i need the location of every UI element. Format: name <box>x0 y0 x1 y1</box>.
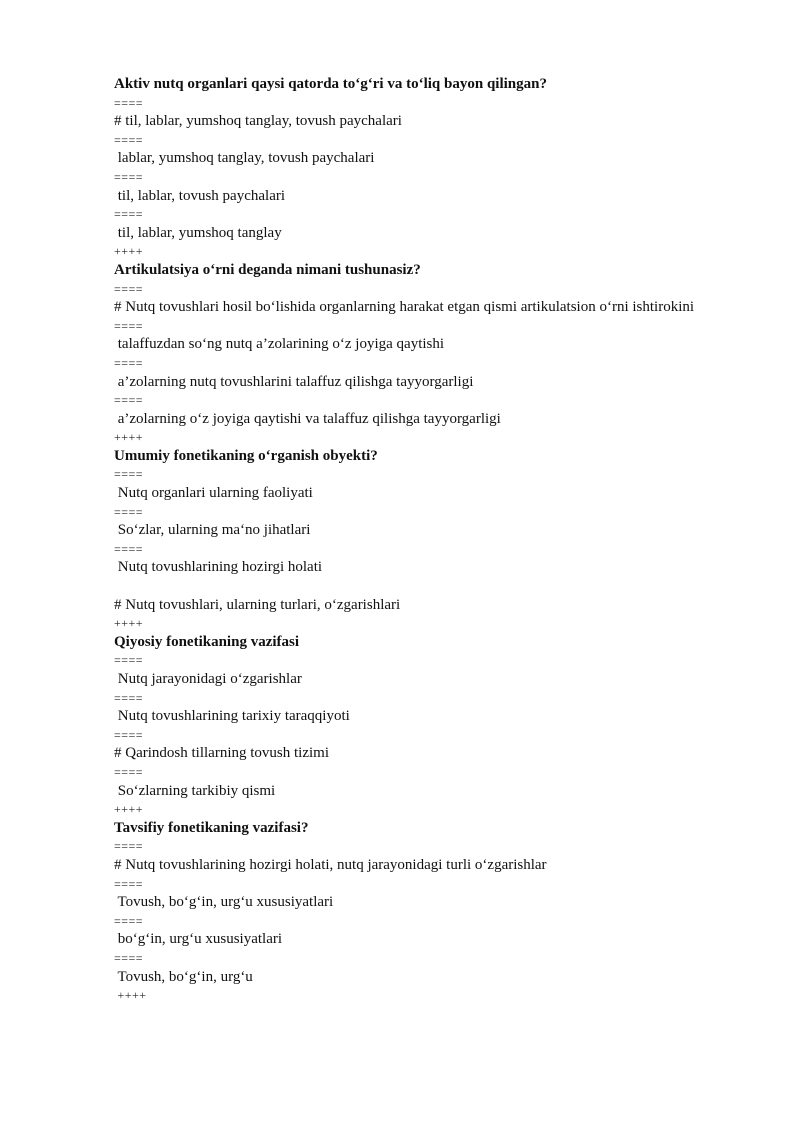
separator: ==== <box>114 132 144 147</box>
separator: ==== <box>114 207 144 222</box>
answer-option: Tovush, bo‘g‘in, urg‘u <box>114 968 253 985</box>
question-block <box>114 633 754 819</box>
answer-option: So‘zlarning tarkibiy qismi <box>114 782 276 799</box>
question-text: Artikulatsiya o‘rni deganda nimani tushunasiz? <box>114 261 421 278</box>
answer-option: # Nutq tovushlari hosil bo‘lishida organlarning harakat etgan qismi artikulatsion o‘rni ishtirokini <box>114 299 695 316</box>
answer-option: til, lablar, yumshoq tanglay <box>114 224 282 241</box>
question-text: Umumiy fonetikaning o‘rganish obyekti? <box>114 447 378 464</box>
separator: ==== <box>114 764 144 779</box>
block-end-marker: ++++ <box>114 988 147 1003</box>
question-text: Qiyosiy fonetikaning vazifasi <box>114 633 300 650</box>
question-block <box>114 75 754 261</box>
block-end-marker: ++++ <box>114 802 144 817</box>
separator: ==== <box>114 727 144 742</box>
answer-option: lablar, yumshoq tanglay, tovush paychalari <box>114 150 375 167</box>
separator: ==== <box>114 653 144 668</box>
answer-option: Nutq tovushlarining tarixiy taraqqiyoti <box>114 708 350 725</box>
separator: ==== <box>114 95 144 110</box>
separator: ==== <box>114 355 144 370</box>
answer-option: Nutq organlari ularning faoliyati <box>114 485 313 502</box>
separator: ==== <box>114 467 144 482</box>
separator: ==== <box>114 281 144 296</box>
answer-option: # Nutq tovushlari, ularning turlari, o‘zgarishlari <box>114 596 401 613</box>
separator: ==== <box>114 541 144 556</box>
separator: ==== <box>114 876 144 891</box>
question-text: Aktiv nutq organlari qaysi qatorda to‘g‘ri va to‘liq bayon qilingan? <box>114 76 547 92</box>
answer-option: a’zolarning o‘z joyiga qaytishi va talaffuz qilishga tayyorgarligi <box>114 410 501 427</box>
answer-option: # Nutq tovushlarining hozirgi holati, nutq jarayonidagi turli o‘zgarishlar <box>114 856 547 873</box>
answer-option: a’zolarning nutq tovushlarini talaffuz qilishga tayyorgarligi <box>114 373 474 390</box>
separator: ==== <box>114 913 144 928</box>
question-text: Tavsifiy fonetikaning vazifasi? <box>114 819 309 836</box>
answer-option: til, lablar, tovush paychalari <box>114 187 286 204</box>
separator: ==== <box>114 690 144 705</box>
answer-option: Nutq jarayonidagi o‘zgarishlar <box>114 671 302 687</box>
answer-option: bo‘g‘in, urg‘u xususiyatlari <box>114 931 283 948</box>
separator: ==== <box>114 504 144 519</box>
document-page <box>114 75 754 1005</box>
separator: ==== <box>114 950 144 965</box>
block-end-marker: ++++ <box>114 430 144 445</box>
block-end-marker: ++++ <box>114 616 144 631</box>
answer-option: Tovush, bo‘g‘in, urg‘u xususiyatlari <box>114 894 334 911</box>
answer-option: So‘zlar, ularning ma‘no jihatlari <box>114 522 311 539</box>
question-block <box>114 261 754 447</box>
separator: ==== <box>114 393 144 408</box>
answer-option: Nutq tovushlarining hozirgi holati <box>114 559 323 576</box>
separator: ==== <box>114 169 144 184</box>
question-block <box>114 819 754 1005</box>
blank-separator <box>114 577 754 596</box>
question-block <box>114 447 754 633</box>
answer-option: talaffuzdan so‘ng nutq a’zolarining o‘z joyiga qaytishi <box>114 336 445 353</box>
separator: ==== <box>114 839 144 854</box>
separator: ==== <box>114 318 144 333</box>
answer-option: # til, lablar, yumshoq tanglay, tovush paychalari <box>114 113 402 130</box>
block-end-marker: ++++ <box>114 244 144 259</box>
answer-option: # Qarindosh tillarning tovush tizimi <box>114 745 329 762</box>
